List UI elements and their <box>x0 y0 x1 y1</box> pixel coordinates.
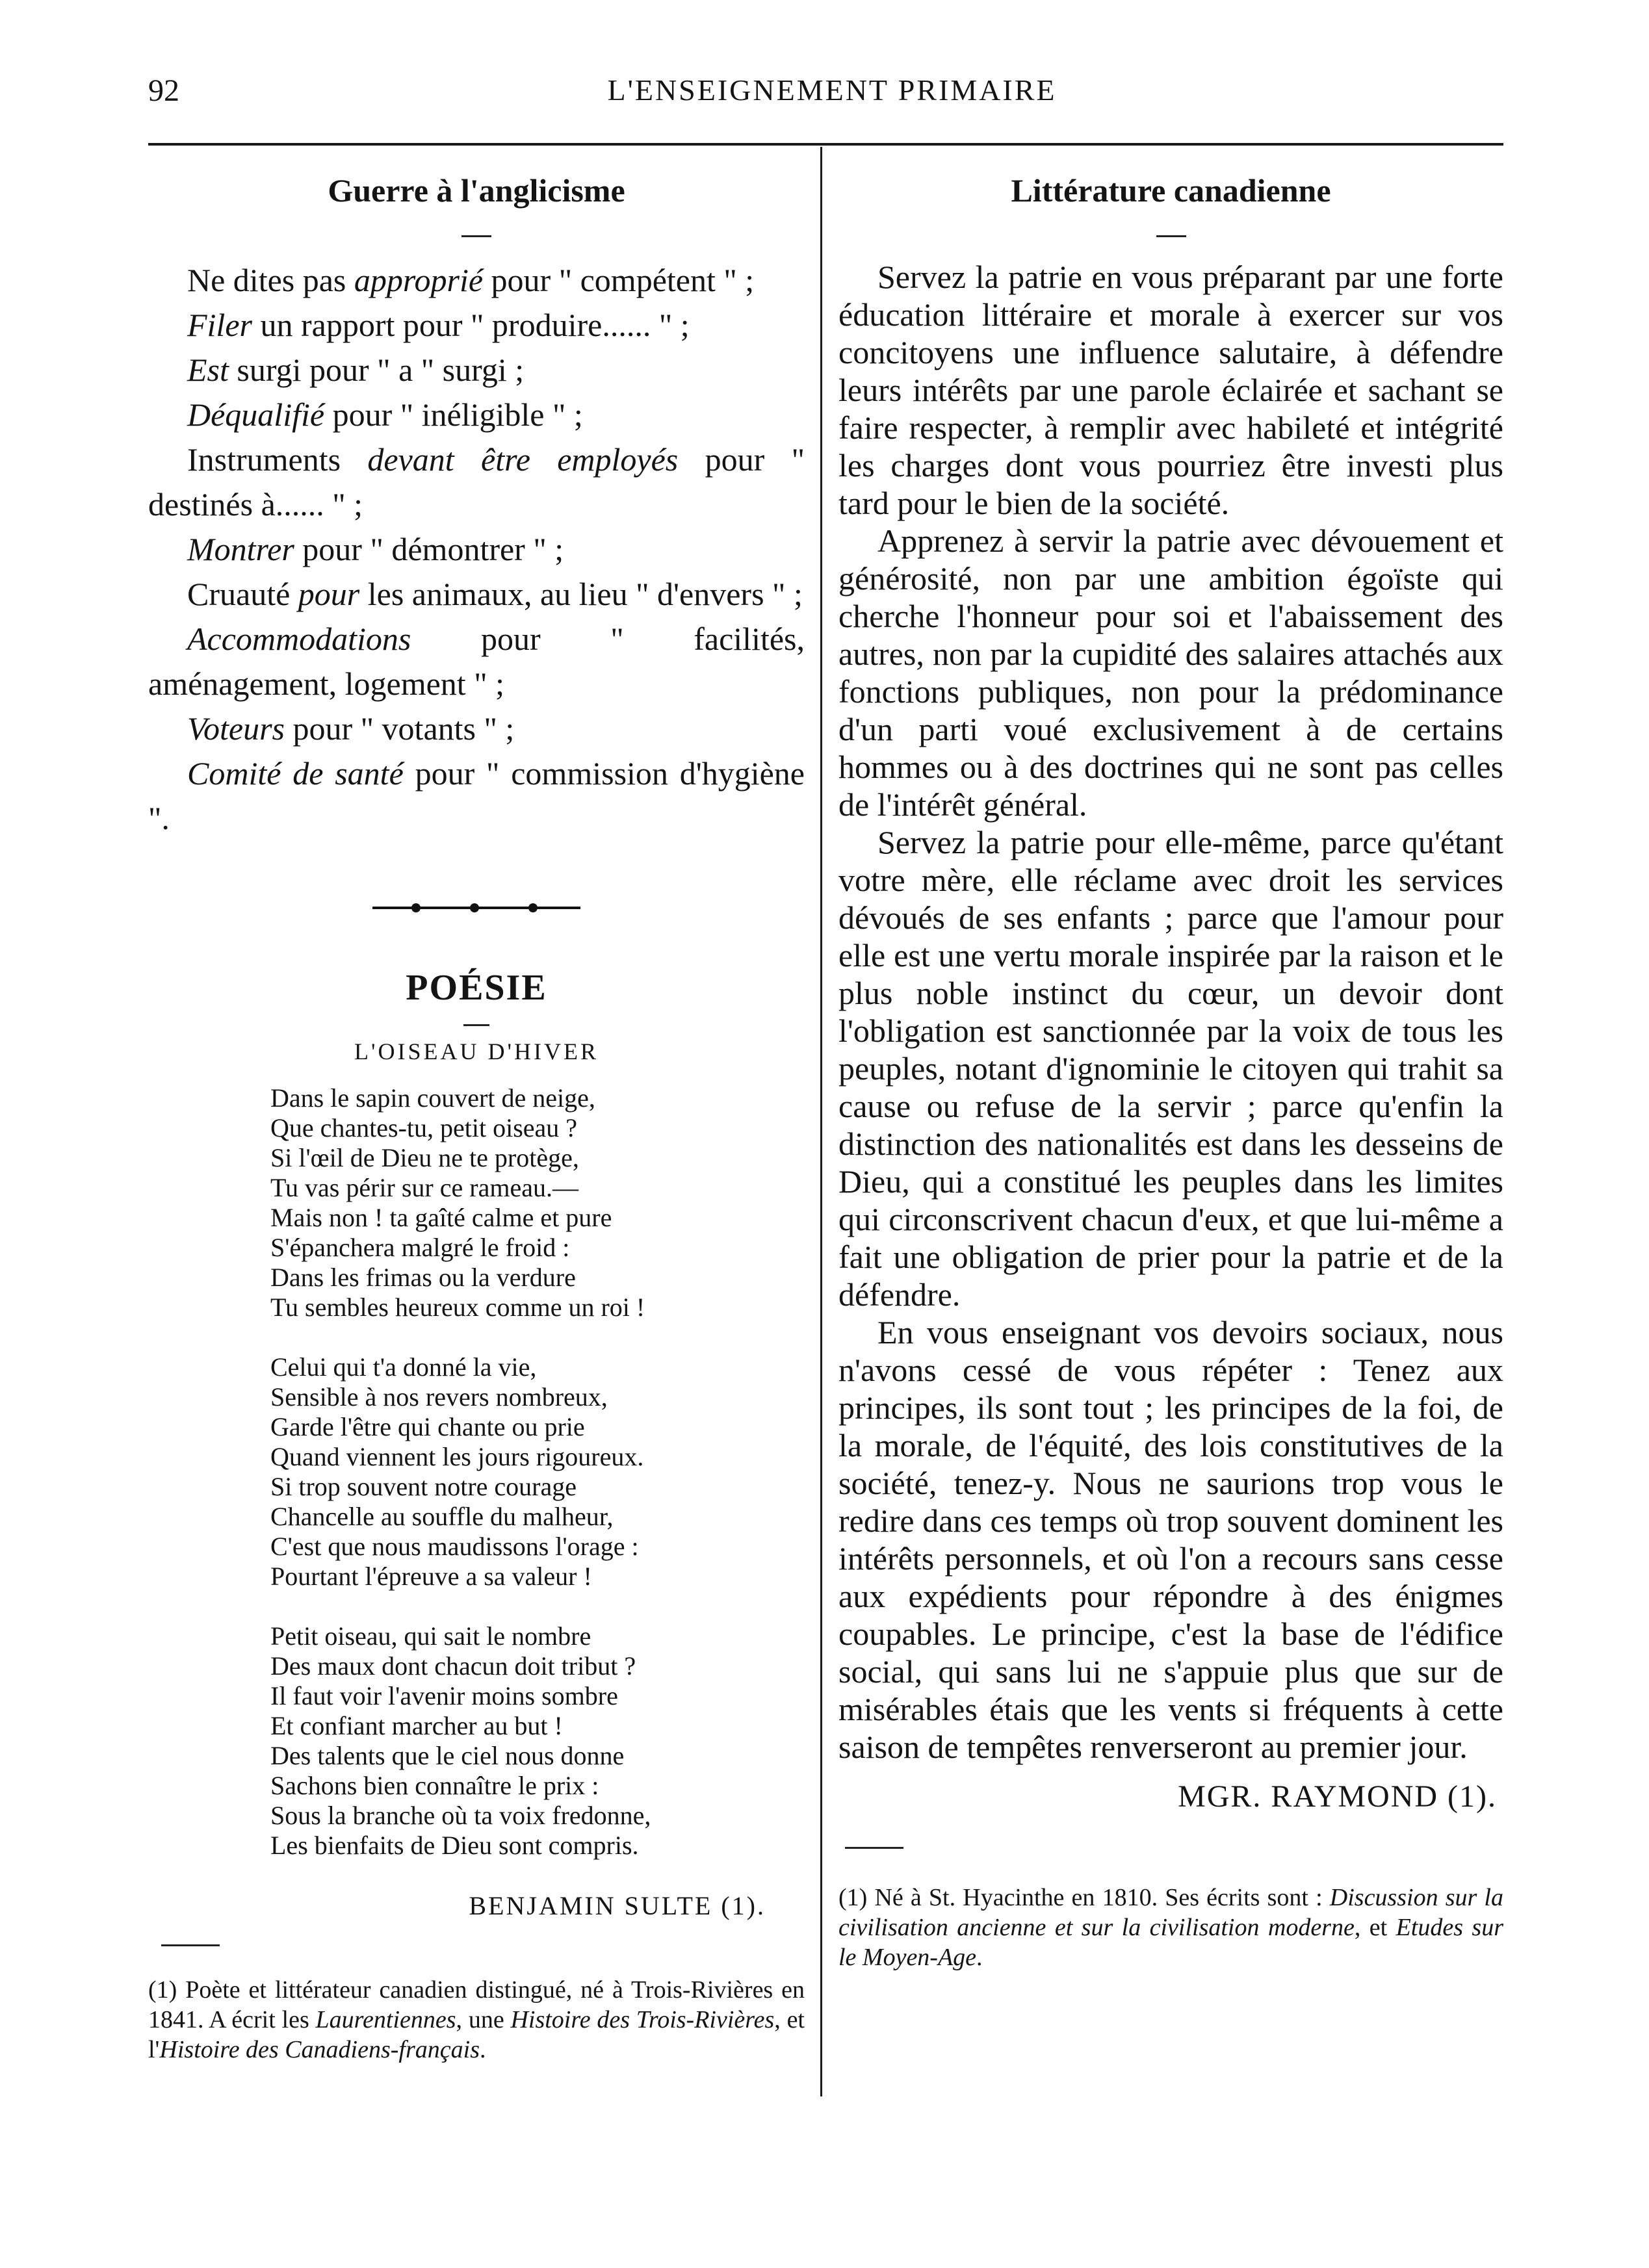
anglicisme-item <box>148 572 805 617</box>
poem-verse: S'épanchera malgré le froid : <box>270 1233 570 1262</box>
anglicisme-item <box>148 751 805 841</box>
poem-verse: Sensible à nos revers nombreux, <box>270 1382 608 1411</box>
anglicisme-term: devant être employés <box>367 441 679 478</box>
footnote-text: , une <box>456 2006 511 2033</box>
anglicisme-text: un rapport pour " produire...... " ; <box>252 307 690 343</box>
poem-stanza <box>270 1621 805 1861</box>
footnote-text: . <box>479 2036 486 2063</box>
poem-verse: Celui qui t'a donné la vie, <box>270 1352 537 1382</box>
anglicisme-term: Accommodations <box>187 621 411 657</box>
right-column <box>838 156 1503 1972</box>
anglicisme-item <box>148 617 805 706</box>
footnote-italic: Discussion sur la civilisation ancienne et sur la civilisation moderne <box>838 1884 1503 1941</box>
poem-title: L'OISEAU D'HIVER <box>354 1038 599 1064</box>
header-rule <box>148 143 1503 146</box>
poem-verse: Des talents que le ciel nous donne <box>270 1741 625 1770</box>
anglicisme-term: Déqualifié <box>187 396 325 433</box>
anglicisme-text: Cruauté <box>187 576 298 612</box>
poem-verse: Petit oiseau, qui sait le nombre <box>270 1621 591 1651</box>
anglicisme-text: pour " démontrer " ; <box>294 531 564 567</box>
poem-stanza <box>270 1352 805 1591</box>
poesie-title: POÉSIE <box>406 968 547 1008</box>
article-paragraph: Servez la patrie en vous préparant par une forte éducation littéraire et morale à exercer sur vos concitoyens une influence salutaire, à défendre leurs intérêts par une parole éclairée et sachant se faire respecter, à remplir avec habileté et intégrité les charges dont vous pourriez être investi plus tard pour le bien de la société. <box>838 259 1503 521</box>
footnote-italic: Etudes sur le Moyen-Age <box>838 1914 1503 1971</box>
anglicisme-term: Est <box>187 352 229 388</box>
anglicisme-term: Filer <box>187 307 252 343</box>
section-dash <box>461 235 491 237</box>
footnote-rule <box>845 1847 903 1849</box>
article-paragraph: En vous enseignant vos devoirs sociaux, nous n'avons cessé de vous répéter : Tenez aux principes, ils sont tout ; les principes de la foi, de la morale, de l'équité, des lois constitutives de la société, tenez-y. Nous ne saurions trop vous le redire dans ces temps où trop souvent dominent les intérêts personnels, et où l'on a recours sans cesse aux expédients pour répondre à des énigmes coupables. Le principe, c'est la base de l'édifice social, qui sans lui ne s'appuie plus que sur de misérables étais que les vents si fréquents à cette saison de tempêtes renverseront au premier jour. <box>838 1314 1503 1765</box>
anglicisme-item <box>148 527 805 572</box>
anglicisme-term: Montrer <box>187 531 294 567</box>
poem-verse: C'est que nous maudissons l'orage : <box>270 1532 639 1561</box>
footnote-text: (1) Poète et littérateur canadien distingué, né à Trois-Rivières en 1841. A écrit les <box>148 1976 805 2033</box>
anglicisme-title: Guerre à l'anglicisme <box>328 172 625 209</box>
poem-stanza <box>270 1083 805 1322</box>
anglicisme-text: pour " compétent " ; <box>483 262 755 298</box>
footnote-text: (1) Né à St. Hyacinthe en 1810. Ses écrits sont : <box>838 1884 1330 1911</box>
poem-verse: Garde l'être qui chante ou prie <box>270 1412 585 1441</box>
litterature-title: Littérature canadienne <box>1011 172 1331 209</box>
anglicisme-term: Voteurs <box>187 710 285 747</box>
article-body <box>838 258 1503 1766</box>
poem-verse: Pourtant l'épreuve a sa valeur ! <box>270 1562 592 1591</box>
poem-signature: BENJAMIN SULTE (1). <box>469 1891 766 1920</box>
footnote-left <box>148 1975 805 2065</box>
anglicisme-term: pour <box>298 576 360 612</box>
footnote-italic: Histoire des Canadiens-français <box>159 2036 480 2063</box>
anglicisme-text: pour " commission d'hygiène ". <box>148 755 805 836</box>
poem-verse: Chancelle au souffle du malheur, <box>270 1502 614 1531</box>
anglicisme-item <box>148 437 805 527</box>
poem-verse: Il faut voir l'avenir moins sombre <box>270 1681 618 1710</box>
poem-verse: Dans le sapin couvert de neige, <box>270 1083 595 1113</box>
poem-verse: Si trop souvent notre courage <box>270 1472 577 1501</box>
article-paragraph: Servez la patrie pour elle-même, parce qu'étant votre mère, elle réclame avec droit les services dévoués de ses enfants ; parce que l'amour pour elle est une vertu morale inspirée par la raison et le plus noble instinct du cœur, un devoir dont l'obligation est sanctionnée par la voix de tous les peuples, notant d'ignominie le citoyen qui trahit sa cause ou refuse de la servir ; parce qu'enfin la distinction des nationalités est dans les desseins de Dieu, qui a constitué les peuples dans les limites qui circonscrivent chacun d'eux, et que lui-même a fait une obligation de prier pour la patrie et de la défendre. <box>838 824 1503 1313</box>
footnote-text: . <box>976 1944 983 1971</box>
anglicisme-item <box>148 393 805 437</box>
footnote-rule <box>161 1944 220 1946</box>
poem-verse: Tu vas périr sur ce rameau.— <box>270 1173 578 1202</box>
ornament-divider <box>372 903 580 912</box>
anglicisme-text: pour " votants " ; <box>285 710 515 747</box>
poem-verse: Sous la branche où ta voix fredonne, <box>270 1801 651 1830</box>
anglicisme-term: Comité de santé <box>187 755 404 792</box>
footnote-italic: Histoire des Trois-Rivières <box>510 2006 775 2033</box>
section-dash <box>1156 235 1186 237</box>
poem-verse: Mais non ! ta gaîté calme et pure <box>270 1203 612 1232</box>
section-dash <box>463 1024 489 1026</box>
column-divider <box>820 147 822 2096</box>
anglicisme-text: Instruments <box>187 441 368 478</box>
poem-verse: Les bienfaits de Dieu sont compris. <box>270 1831 639 1860</box>
poem <box>270 1083 805 1861</box>
poem-verse: Quand viennent les jours rigoureux. <box>270 1442 644 1471</box>
poem-verse: Et confiant marcher au but ! <box>270 1711 563 1740</box>
anglicisme-text: pour " facilités, aménagement, logement " ; <box>148 621 805 702</box>
anglicisme-list <box>148 258 805 841</box>
anglicisme-item <box>148 706 805 751</box>
anglicisme-text: surgi pour " a " surgi ; <box>228 352 525 388</box>
footnote-italic: Laurentiennes <box>315 2006 456 2033</box>
footnote-right <box>838 1883 1503 1972</box>
running-title: L'ENSEIGNEMENT PRIMAIRE <box>607 73 1057 107</box>
poem-verse: Dans les frimas ou la verdure <box>270 1263 576 1292</box>
poem-verse: Des maux dont chacun doit tribut ? <box>270 1651 636 1681</box>
footnote-text: , et l' <box>148 2006 805 2063</box>
anglicisme-term: approprié <box>354 262 484 298</box>
anglicisme-text: pour " destinés à...... " ; <box>148 441 805 522</box>
anglicisme-text: les animaux, au lieu " d'envers " ; <box>359 576 803 612</box>
anglicisme-item <box>148 303 805 348</box>
footnote-text: , et <box>1354 1914 1396 1941</box>
poem-verse: Si l'œil de Dieu ne te protège, <box>270 1143 579 1172</box>
left-column <box>148 156 805 2065</box>
anglicisme-item <box>148 258 805 303</box>
article-signature: MGR. RAYMOND (1). <box>1178 1779 1497 1814</box>
article-paragraph: Apprenez à servir la patrie avec dévouement et générosité, non par une ambition égoïste qui cherche l'honneur pour soi et l'abaissement des autres, non par la cupidité des salaires attachés aux fonctions publiques, non pour la prédominance d'un parti voué exclusivement à de certains hommes ou à des doctrines qui ne sont pas celles de l'intérêt général. <box>838 522 1503 823</box>
poem-verse: Tu sembles heureux comme un roi ! <box>270 1293 645 1322</box>
anglicisme-item <box>148 348 805 393</box>
poem-verse: Sachons bien connaître le prix : <box>270 1771 599 1800</box>
anglicisme-text: Ne dites pas <box>187 262 354 298</box>
page-number: 92 <box>148 73 179 108</box>
anglicisme-text: pour " inéligible " ; <box>324 396 583 433</box>
poem-verse: Que chantes-tu, petit oiseau ? <box>270 1113 578 1142</box>
